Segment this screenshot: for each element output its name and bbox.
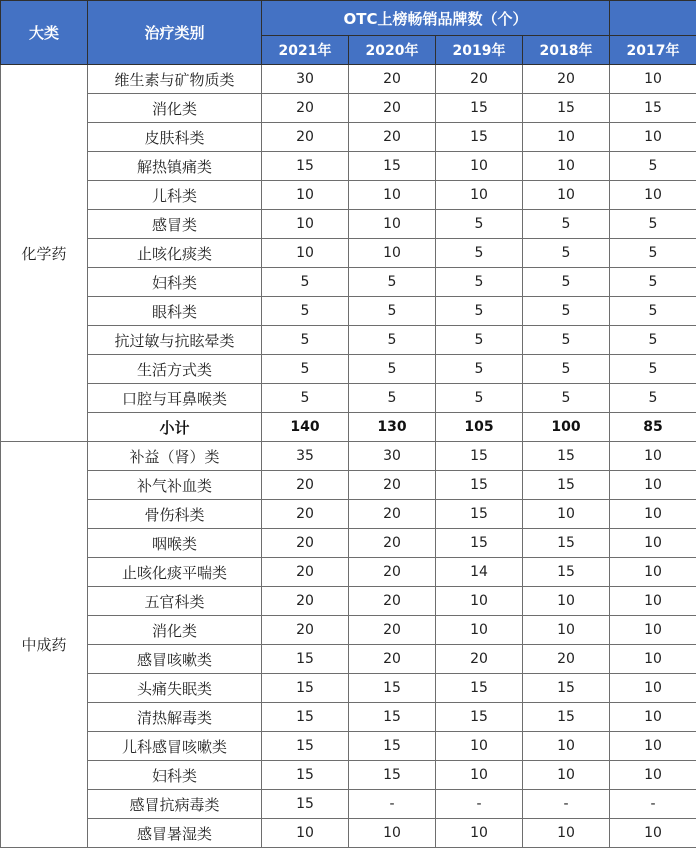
value-cell: 10 [610,645,696,674]
treatment-type-cell: 感冒暑湿类 [88,819,262,848]
value-cell: 15 [262,790,349,819]
treatment-type-cell: 皮肤科类 [88,123,262,152]
value-cell: 15 [436,442,523,471]
subtotal-value-cell: 85 [610,413,696,442]
value-cell: 15 [436,529,523,558]
table-row [1,471,696,500]
subtotal-row [1,413,696,442]
value-cell: 10 [610,181,696,210]
treatment-type-cell: 感冒咳嗽类 [88,645,262,674]
value-cell: 15 [523,674,610,703]
table-row [1,268,696,297]
value-cell: 5 [523,355,610,384]
table-row [1,65,696,94]
value-cell: 15 [610,94,696,123]
value-cell: 15 [436,94,523,123]
value-cell: 10 [262,819,349,848]
value-cell: 5 [610,210,696,239]
value-cell: 35 [262,442,349,471]
table-row [1,790,696,819]
value-cell: 10 [436,181,523,210]
treatment-type-cell: 儿科感冒咳嗽类 [88,732,262,761]
value-cell: 15 [523,529,610,558]
subtotal-label: 小计 [88,413,262,442]
value-cell: 20 [349,616,436,645]
value-cell: 5 [610,268,696,297]
value-cell: 5 [436,210,523,239]
table-row [1,558,696,587]
header-category: 大类 [1,1,88,65]
value-cell: 10 [610,674,696,703]
value-cell: 15 [436,123,523,152]
value-cell: 10 [610,732,696,761]
table-row [1,819,696,848]
value-cell: 15 [262,674,349,703]
value-cell: 15 [523,94,610,123]
header-group-label: OTC上榜畅销品牌数（个） [262,1,610,36]
value-cell: 20 [349,471,436,500]
value-cell: 20 [262,500,349,529]
value-cell: 10 [523,819,610,848]
value-cell: 15 [523,442,610,471]
value-cell: 5 [349,268,436,297]
value-cell: 5 [610,355,696,384]
value-cell: 15 [436,471,523,500]
treatment-type-cell: 生活方式类 [88,355,262,384]
value-cell: 10 [523,587,610,616]
value-cell: 10 [349,181,436,210]
table-row [1,297,696,326]
value-cell: 10 [610,529,696,558]
value-cell: 15 [349,732,436,761]
value-cell: 10 [436,819,523,848]
value-cell: 20 [436,65,523,94]
treatment-type-cell: 妇科类 [88,268,262,297]
table-row [1,239,696,268]
value-cell: 20 [349,65,436,94]
value-cell: 15 [436,674,523,703]
table-row [1,616,696,645]
value-cell: 5 [610,384,696,413]
value-cell: 10 [436,761,523,790]
value-cell: 5 [610,326,696,355]
treatment-type-cell: 眼科类 [88,297,262,326]
table-row [1,442,696,471]
value-cell: 10 [523,761,610,790]
value-cell: 15 [262,703,349,732]
value-cell: 10 [610,65,696,94]
value-cell: 10 [262,239,349,268]
value-cell: 20 [349,558,436,587]
treatment-type-cell: 咽喉类 [88,529,262,558]
value-cell: 5 [436,326,523,355]
value-cell: 20 [262,94,349,123]
category-cell: 中成药 [1,442,88,848]
table-row [1,210,696,239]
subtotal-value-cell: 100 [523,413,610,442]
table-row [1,326,696,355]
value-cell: 15 [349,152,436,181]
treatment-type-cell: 感冒抗病毒类 [88,790,262,819]
value-cell: 10 [436,152,523,181]
value-cell: 5 [610,152,696,181]
value-cell: 10 [610,442,696,471]
table-row [1,500,696,529]
value-cell: 5 [262,384,349,413]
treatment-type-cell: 儿科类 [88,181,262,210]
value-cell: - [523,790,610,819]
value-cell: 15 [262,761,349,790]
value-cell: - [610,790,696,819]
value-cell: 10 [436,587,523,616]
value-cell: 5 [349,297,436,326]
value-cell: 5 [436,239,523,268]
value-cell: 10 [610,703,696,732]
value-cell: 20 [262,616,349,645]
header-year: 2017年 [610,36,696,65]
value-cell: 10 [610,616,696,645]
value-cell: 20 [262,558,349,587]
header-year: 2018年 [523,36,610,65]
value-cell: 20 [349,123,436,152]
value-cell: 15 [349,703,436,732]
table-row [1,384,696,413]
table-header [1,1,696,65]
header-treatment-type: 治疗类别 [88,1,262,65]
value-cell: 15 [262,732,349,761]
value-cell: 5 [262,355,349,384]
value-cell: 5 [523,384,610,413]
value-cell: 5 [349,384,436,413]
value-cell: 10 [610,819,696,848]
value-cell: 10 [610,587,696,616]
value-cell: 10 [610,471,696,500]
value-cell: 10 [349,210,436,239]
value-cell: 20 [349,587,436,616]
value-cell: 10 [610,761,696,790]
value-cell: 5 [523,210,610,239]
value-cell: - [436,790,523,819]
treatment-type-cell: 补气补血类 [88,471,262,500]
subtotal-value-cell: 105 [436,413,523,442]
treatment-type-cell: 妇科类 [88,761,262,790]
treatment-type-cell: 消化类 [88,616,262,645]
header-year: 2019年 [436,36,523,65]
value-cell: 10 [523,732,610,761]
value-cell: 5 [262,297,349,326]
treatment-type-cell: 止咳化痰类 [88,239,262,268]
value-cell: 15 [436,500,523,529]
table-row [1,645,696,674]
value-cell: 5 [436,355,523,384]
value-cell: 10 [523,181,610,210]
value-cell: 5 [523,326,610,355]
value-cell: 10 [349,239,436,268]
value-cell: 20 [262,471,349,500]
value-cell: 5 [523,297,610,326]
value-cell: 20 [436,645,523,674]
treatment-type-cell: 清热解毒类 [88,703,262,732]
treatment-type-cell: 头痛失眠类 [88,674,262,703]
value-cell: 10 [523,616,610,645]
treatment-type-cell: 感冒类 [88,210,262,239]
value-cell: 15 [523,703,610,732]
value-cell: 5 [523,239,610,268]
value-cell: 10 [610,500,696,529]
value-cell: 5 [610,297,696,326]
value-cell: 15 [436,703,523,732]
table-row [1,674,696,703]
value-cell: 10 [523,500,610,529]
value-cell: 10 [436,616,523,645]
table-row [1,94,696,123]
value-cell: 15 [523,558,610,587]
value-cell: 20 [523,65,610,94]
treatment-type-cell: 维生素与矿物质类 [88,65,262,94]
table-row [1,355,696,384]
header-year: 2020年 [349,36,436,65]
value-cell: 5 [349,326,436,355]
table-row [1,703,696,732]
value-cell: 20 [262,587,349,616]
value-cell: 20 [262,529,349,558]
value-cell: 15 [349,674,436,703]
value-cell: 5 [436,297,523,326]
value-cell: 14 [436,558,523,587]
subtotal-value-cell: 140 [262,413,349,442]
treatment-type-cell: 解热镇痛类 [88,152,262,181]
value-cell: 5 [436,384,523,413]
table-row [1,587,696,616]
table-row [1,761,696,790]
value-cell: 10 [523,152,610,181]
value-cell: 15 [349,761,436,790]
treatment-type-cell: 补益（肾）类 [88,442,262,471]
value-cell: 15 [262,152,349,181]
treatment-type-cell: 止咳化痰平喘类 [88,558,262,587]
value-cell: 10 [523,123,610,152]
subtotal-value-cell: 130 [349,413,436,442]
treatment-type-cell: 抗过敏与抗眩晕类 [88,326,262,355]
header-year: 2021年 [262,36,349,65]
value-cell: 15 [262,645,349,674]
treatment-type-cell: 口腔与耳鼻喉类 [88,384,262,413]
value-cell: 5 [262,326,349,355]
value-cell: 10 [349,819,436,848]
value-cell: 30 [349,442,436,471]
table-row [1,529,696,558]
table-row [1,181,696,210]
value-cell: 10 [436,732,523,761]
value-cell: 5 [523,268,610,297]
table-row [1,732,696,761]
header-blank-cell [610,1,696,36]
value-cell: 10 [610,123,696,152]
treatment-type-cell: 骨伤科类 [88,500,262,529]
treatment-type-cell: 消化类 [88,94,262,123]
value-cell: 5 [610,239,696,268]
value-cell: 5 [349,355,436,384]
value-cell: - [349,790,436,819]
value-cell: 20 [262,123,349,152]
value-cell: 20 [349,94,436,123]
table-row [1,123,696,152]
table-body [1,65,696,848]
category-cell: 化学药 [1,65,88,442]
treatment-type-cell: 五官科类 [88,587,262,616]
table-row [1,152,696,181]
value-cell: 10 [262,181,349,210]
value-cell: 10 [610,558,696,587]
value-cell: 5 [436,268,523,297]
value-cell: 20 [349,500,436,529]
value-cell: 20 [523,645,610,674]
value-cell: 15 [523,471,610,500]
value-cell: 20 [349,529,436,558]
value-cell: 10 [262,210,349,239]
value-cell: 30 [262,65,349,94]
value-cell: 5 [262,268,349,297]
value-cell: 20 [349,645,436,674]
